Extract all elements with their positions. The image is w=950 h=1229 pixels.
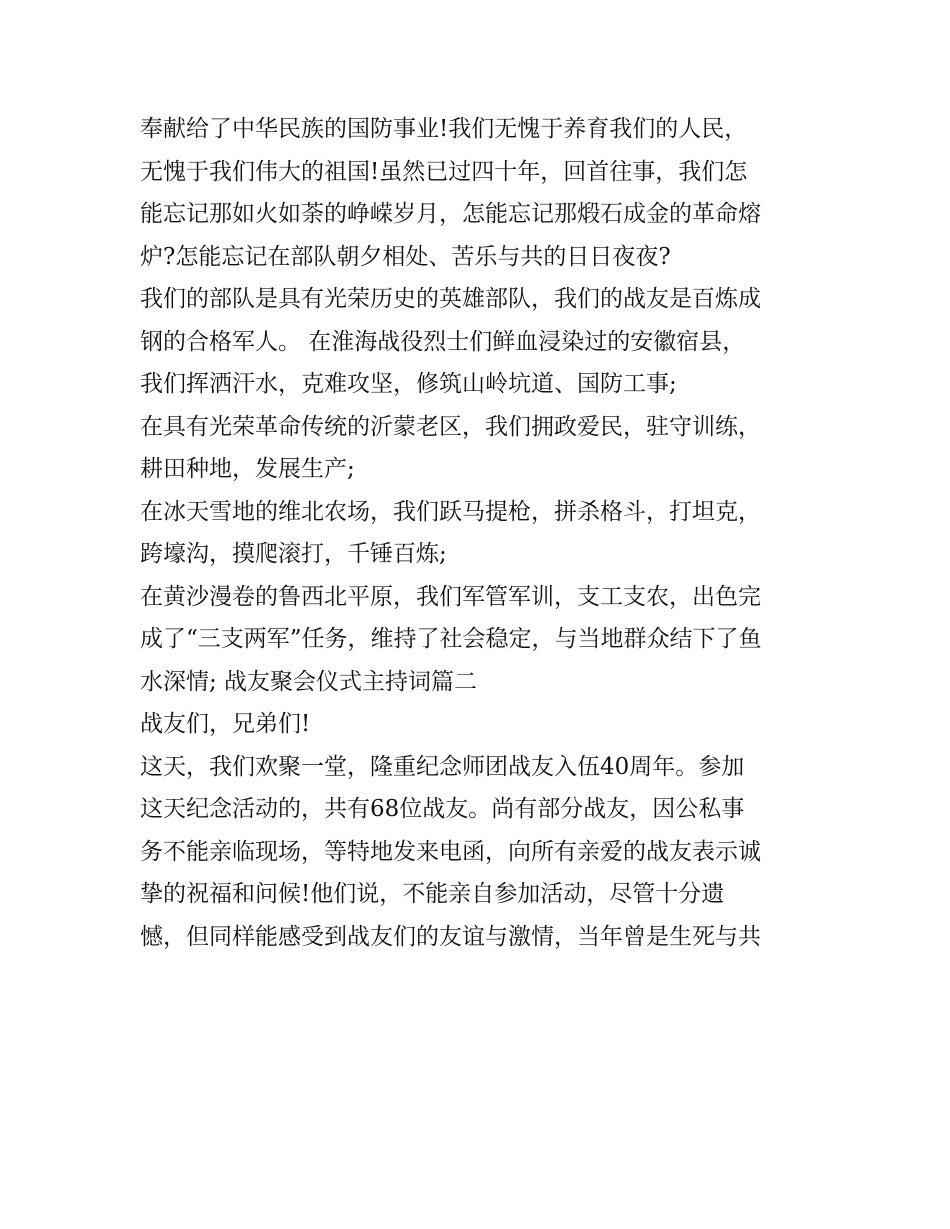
text-line: 我们挥洒汗水，克难攻坚，修筑山岭坑道、国防工事; <box>140 371 677 397</box>
text-line: 跨壕沟，摸爬滚打，千锤百炼; <box>140 541 447 567</box>
text-line: 耕田种地，发展生产; <box>140 456 355 482</box>
text-line: 无愧于我们伟大的祖国!虽然已过四十年，回首往事，我们怎 <box>140 158 748 185</box>
text-line: 在具有光荣革命传统的沂蒙老区，我们拥政爱民，驻守训练， <box>140 413 761 440</box>
text-line: 钢的合格军人。 在淮海战役烈士们鲜血浸染过的安徽宿县， <box>140 328 746 355</box>
text-line: 炉?怎能忘记在部队朝夕相处、苦乐与共的日日夜夜? <box>140 243 671 270</box>
text-line: 憾，但同样能感受到战友们的友谊与激情，当年曾是生死与共 <box>140 923 761 950</box>
text-line: 挚的祝福和问候!他们说，不能亲自参加活动，尽管十分遗 <box>140 881 725 907</box>
text-line: 能忘记那如火如荼的峥嵘岁月，怎能忘记那煅石成金的革命熔 <box>140 201 761 227</box>
text-line: 在冰天雪地的维北农场，我们跃马提枪，拼杀格斗，打坦克， <box>140 498 761 525</box>
text-line: 水深情; 战友聚会仪式主持词篇二 <box>140 668 478 695</box>
text-line: 这天纪念活动的，共有68位战友。尚有部分战友，因公私事 <box>140 796 745 822</box>
text-line: 在黄沙漫卷的鲁西北平原，我们军管军训，支工支农，出色完 <box>140 583 761 610</box>
text-line: 务不能亲临现场，等特地发来电函，向所有亲爱的战友表示诚 <box>140 838 761 865</box>
text-line: 战友们，兄弟们! <box>140 711 311 737</box>
text-line: 奉献给了中华民族的国防事业!我们无愧于养育我们的人民， <box>140 116 748 142</box>
document-body <box>140 108 820 958</box>
text-line: 成了“三支两军”任务，维持了社会稳定，与当地群众结下了鱼 <box>140 626 762 652</box>
text-line: 我们的部队是具有光荣历史的英雄部队，我们的战友是百炼成 <box>140 286 761 312</box>
text-line: 这天，我们欢聚一堂，隆重纪念师团战友入伍40周年。参加 <box>140 753 745 780</box>
